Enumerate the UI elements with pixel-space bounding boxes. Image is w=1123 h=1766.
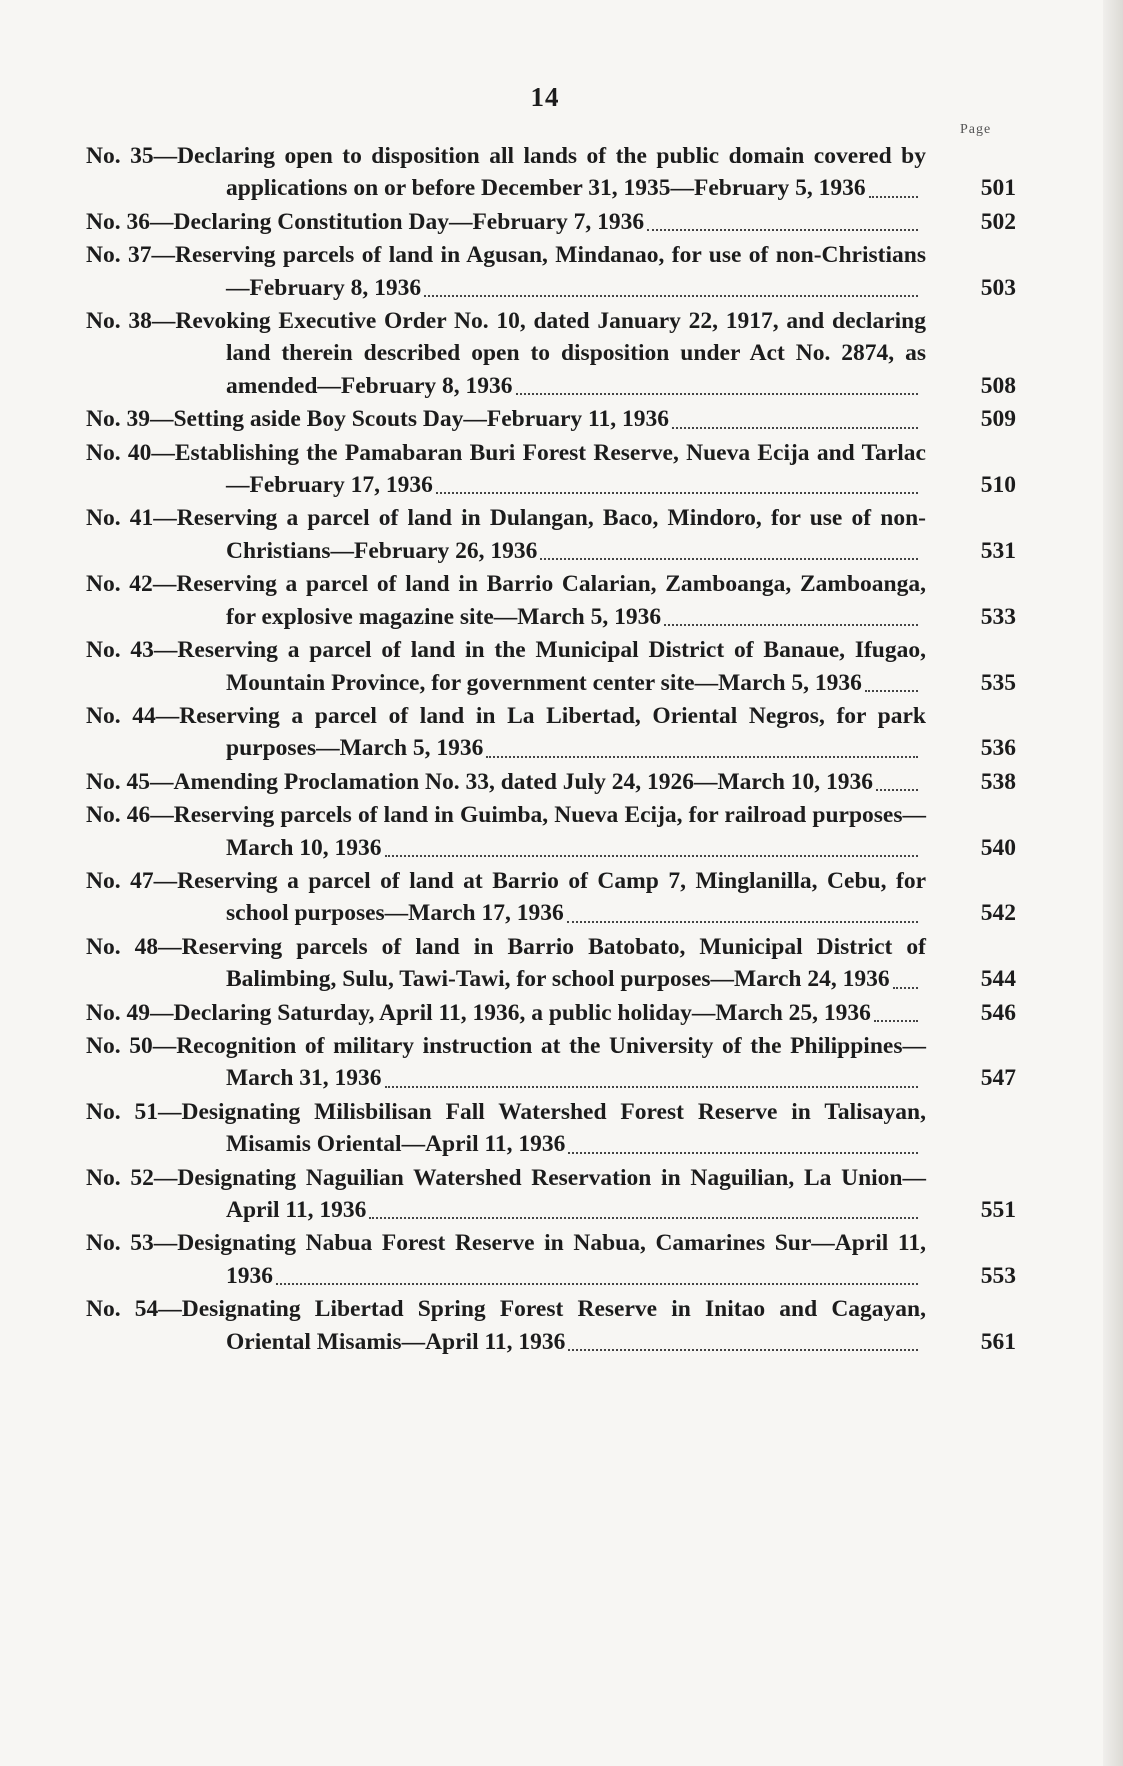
toc-entry (86, 766, 1016, 798)
dot-leader (869, 193, 918, 198)
entry-number: No. 42 (86, 571, 153, 598)
entry-text (86, 634, 926, 699)
entry-title: —Designating Milisbilisan Fall Watershed Forest Reserve in Talisayan, Misamis Oriental—April 11, 1936 (157, 1098, 926, 1158)
entry-title: —Declaring Saturday, April 11, 1936, a public holiday—March 25, 1936 (149, 999, 871, 1026)
toc-entry (86, 502, 1016, 567)
dot-leader (516, 390, 918, 395)
toc-entry (86, 1096, 1016, 1161)
toc-entry (86, 931, 1016, 996)
toc-entry (86, 437, 1016, 502)
entry-page-number: 533 (980, 603, 1016, 630)
entry-page-number: 540 (980, 834, 1016, 861)
dot-leader (672, 424, 918, 429)
dot-leader (568, 1149, 918, 1154)
entry-page-number: 551 (980, 1197, 1016, 1223)
dot-leader (876, 786, 918, 791)
entry-number: No. 49 (86, 999, 150, 1026)
dot-leader (436, 489, 918, 494)
entry-page-number: 547 (980, 1065, 1016, 1092)
entry-text (86, 997, 926, 1029)
dot-leader (385, 1083, 918, 1088)
entry-title: —Reserving a parcel of land in Barrio Calarian, Zamboanga, Zamboanga, for explosive magazine site—March 5, 1936 (152, 571, 926, 630)
toc-entry (86, 634, 1016, 699)
entry-number: No. 46 (86, 802, 151, 829)
dot-leader (664, 621, 918, 626)
page-column-header: Page (960, 122, 992, 137)
toc-entry (86, 997, 1016, 1029)
entry-title: —Establishing the Pamabaran Buri Forest Reserve, Nueva Ecija and Tarlac—February 17, 1936 (151, 439, 926, 499)
toc-entry (86, 206, 1016, 238)
dot-leader (486, 753, 918, 758)
entry-page-number: 510 (980, 472, 1016, 499)
dot-leader (276, 1280, 918, 1285)
entry-page-number: 536 (980, 735, 1016, 762)
entry-page-number: 531 (980, 537, 1016, 564)
entry-text (86, 931, 926, 996)
entry-title: —Designating Libertad Spring Forest Reserve in Initao and Cagayan, Oriental Misamis—April 11, 1936 (158, 1296, 926, 1355)
entry-text (86, 140, 926, 205)
entry-text (86, 305, 926, 402)
entry-number: No. 50 (86, 1032, 153, 1059)
entry-title: —Designating Naguilian Watershed Reservation in Naguilian, La Union—April 11, 1936 (153, 1164, 926, 1223)
entry-title: —Reserving parcels of land in Guimba, Nueva Ecija, for railroad purposes—March 10, 1936 (150, 802, 926, 861)
toc-entry (86, 700, 1016, 765)
entry-number: No. 35 (86, 143, 154, 169)
toc-entry (86, 1227, 1016, 1292)
dot-leader (369, 1214, 918, 1219)
dot-leader (647, 226, 918, 231)
entry-page-number: 501 (980, 175, 1016, 202)
entry-page-number: 542 (980, 900, 1016, 927)
entry-title: —Reserving a parcel of land in the Municipal District of Banaue, Ifugao, Mountain Province, for government center site—March 5, 1936 (153, 637, 926, 696)
entry-number: No. 52 (86, 1164, 154, 1191)
toc-entry (86, 239, 1016, 304)
entry-title: —Declaring Constitution Day—February 7, 1936 (149, 208, 645, 235)
dot-leader (568, 1346, 918, 1351)
entry-title: —Recognition of military instruction at the University of the Philippines—March 31, 1936 (152, 1032, 926, 1092)
entry-number: No. 44 (86, 702, 156, 729)
entry-page-number: 553 (980, 1262, 1016, 1289)
toc-entry (86, 1030, 1016, 1095)
entry-number: No. 38 (86, 308, 152, 335)
entry-text (86, 206, 926, 238)
toc-entry (86, 140, 1016, 205)
entry-number: No. 40 (86, 439, 152, 466)
entry-title: —Reserving a parcel of land at Barrio of Camp 7, Minglanilla, Cebu, for school purposes—March 17, 1936 (153, 867, 926, 927)
entry-number: No. 41 (86, 505, 154, 532)
toc-entry (86, 568, 1016, 633)
toc-entry (86, 799, 1016, 864)
entry-text (86, 766, 926, 798)
entry-page-number: 538 (980, 768, 1016, 795)
entry-page-number: 509 (980, 406, 1016, 433)
toc-entry (86, 865, 1016, 930)
dot-leader (865, 687, 918, 692)
entry-number: No. 37 (86, 242, 152, 269)
entry-page-number: 503 (980, 274, 1016, 301)
entry-number: No. 43 (86, 637, 154, 664)
page-number: 14 (530, 82, 560, 112)
entry-title: —Reserving parcels of land in Barrio Batobato, Municipal District of Balimbing, Sulu, Tawi-Tawi, for school purposes—March 24, 1936 (158, 933, 926, 993)
dot-leader (874, 1017, 918, 1022)
entry-title: —Reserving parcels of land in Agusan, Mindanao, for use of non-Christians—February 8, 1936 (151, 242, 926, 301)
dot-leader (567, 918, 918, 923)
toc-entry (86, 1293, 1016, 1358)
toc-entry (86, 1162, 1016, 1227)
entry-page-number: 508 (980, 372, 1016, 399)
toc-entry (86, 305, 1016, 402)
entry-number: No. 45 (86, 768, 150, 795)
entry-number: No. 54 (86, 1296, 159, 1323)
entry-page-number: 546 (980, 999, 1016, 1026)
toc-entry (86, 403, 1016, 435)
entry-text (86, 403, 926, 435)
entry-number: No. 53 (86, 1230, 154, 1257)
entry-number: No. 47 (86, 867, 154, 894)
entry-number: No. 48 (86, 933, 159, 960)
entry-number: No. 36 (86, 208, 150, 235)
entry-title: —Designating Nabua Forest Reserve in Nabua, Camarines Sur—April 11, 1936 (153, 1230, 926, 1289)
page-edge-shadow (1103, 0, 1123, 1766)
entry-number: No. 51 (86, 1098, 158, 1125)
dot-leader (540, 555, 918, 560)
entry-title: —Amending Proclamation No. 33, dated July 24, 1926—March 10, 1936 (149, 768, 874, 795)
entry-page-number: 544 (980, 966, 1016, 993)
entry-title: —Setting aside Boy Scouts Day—February 11, 1936 (149, 406, 669, 433)
entry-number: No. 39 (86, 406, 150, 433)
dot-leader (893, 984, 918, 989)
entry-page-number: 502 (980, 208, 1016, 235)
table-of-contents (86, 140, 1016, 1359)
dot-leader (424, 292, 918, 297)
entry-page-number: 535 (980, 669, 1016, 696)
entry-title: —Revoking Executive Order No. 10, dated January 22, 1917, and declaring land therein described open to disposition under Act No. 2874, as amended—February 8, 1936 (151, 308, 926, 399)
entry-title: —Declaring open to disposition all lands of the public domain covered by applications on or before December 31, 1935—February 5, 1936 (153, 143, 926, 202)
entry-page-number: 561 (980, 1328, 1016, 1355)
entry-title: —Reserving a parcel of land in La Libertad, Oriental Negros, for park purposes—March 5, 1936 (155, 702, 926, 762)
dot-leader (385, 852, 918, 857)
entry-title: —Reserving a parcel of land in Dulangan, Baco, Mindoro, for use of non-Christians—February 26, 1936 (153, 505, 926, 564)
